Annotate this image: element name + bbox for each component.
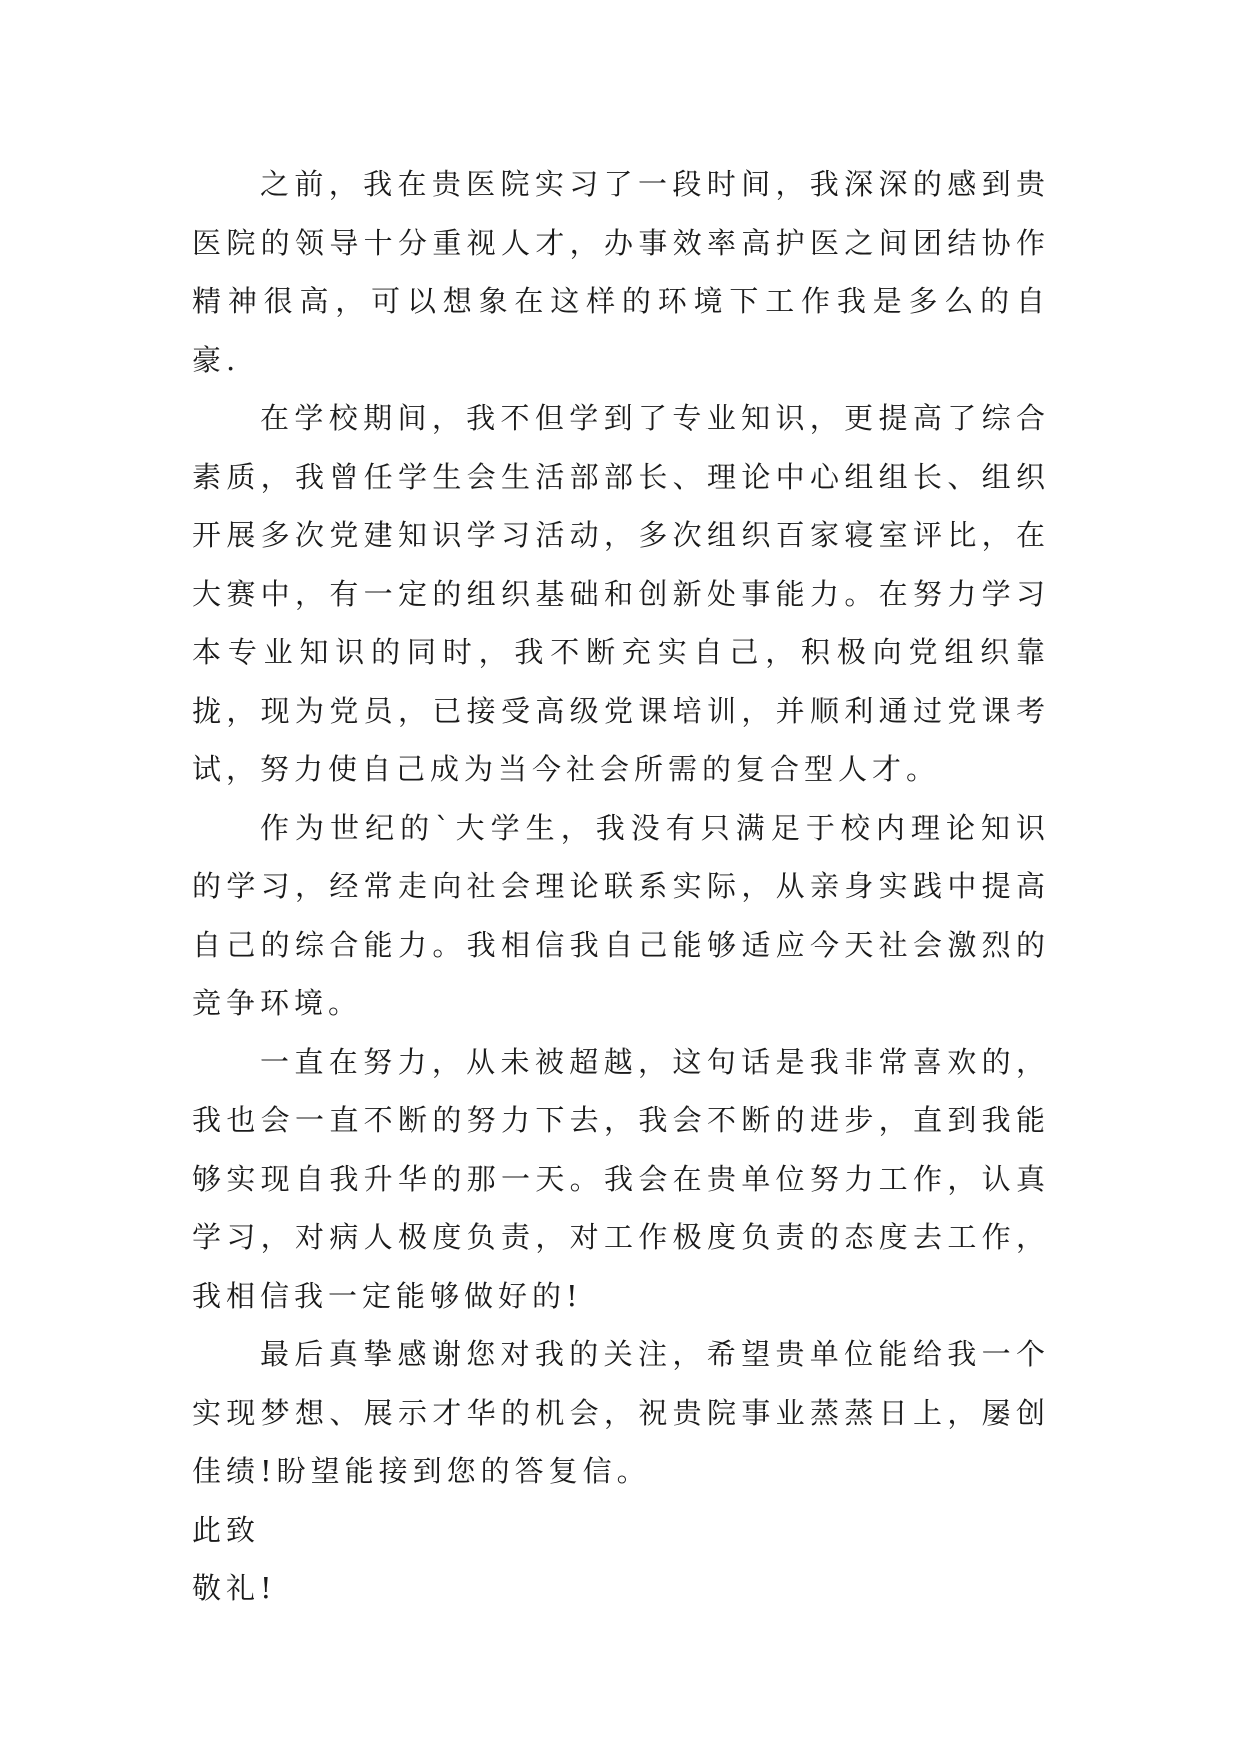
paragraph-school-experience: 在学校期间，我不但学到了专业知识，更提高了综合素质，我曾任学生会生活部部长、理论中心组组长、组织开展多次党建知识学习活动，多次组织百家寝室评比，在大赛中，有一定的组织基础和创新处事能力。在努力学习本专业知识的同时，我不断充实自己，积极向党组织靠拢，现为党员，已接受高级党课培训，并顺利通过党课考试，努力使自己成为当今社会所需的复合型人才。 [192, 401, 1050, 786]
paragraph-thanks: 最后真挚感谢您对我的关注，希望贵单位能给我一个实现梦想、展示才华的机会，祝贵院事业蒸蒸日上，屡创佳绩!盼望能接到您的答复信。 [192, 1337, 1050, 1488]
letter-body [192, 155, 1050, 1618]
paragraph-practice: 作为世纪的`大学生，我没有只满足于校内理论知识的学习，经常走向社会理论联系实际，从亲身实践中提高自己的综合能力。我相信我自己能够适应今天社会激烈的竞争环境。 [192, 810, 1050, 1020]
closing-regards: 敬礼! [192, 1571, 277, 1605]
paragraph-commitment: 一直在努力，从未被超越，这句话是我非常喜欢的，我也会一直不断的努力下去，我会不断的进步，直到我能够实现自我升华的那一天。我会在贵单位努力工作，认真学习，对病人极度负责，对工作极度负责的态度去工作，我相信我一定能够做好的! [192, 1044, 1050, 1313]
paragraph-internship: 之前，我在贵医院实习了一段时间，我深深的感到贵医院的领导十分重视人才，办事效率高护医之间团结协作精神很高，可以想象在这样的环境下工作我是多么的自豪. [192, 167, 1050, 377]
closing-salutation: 此致 [192, 1512, 261, 1547]
